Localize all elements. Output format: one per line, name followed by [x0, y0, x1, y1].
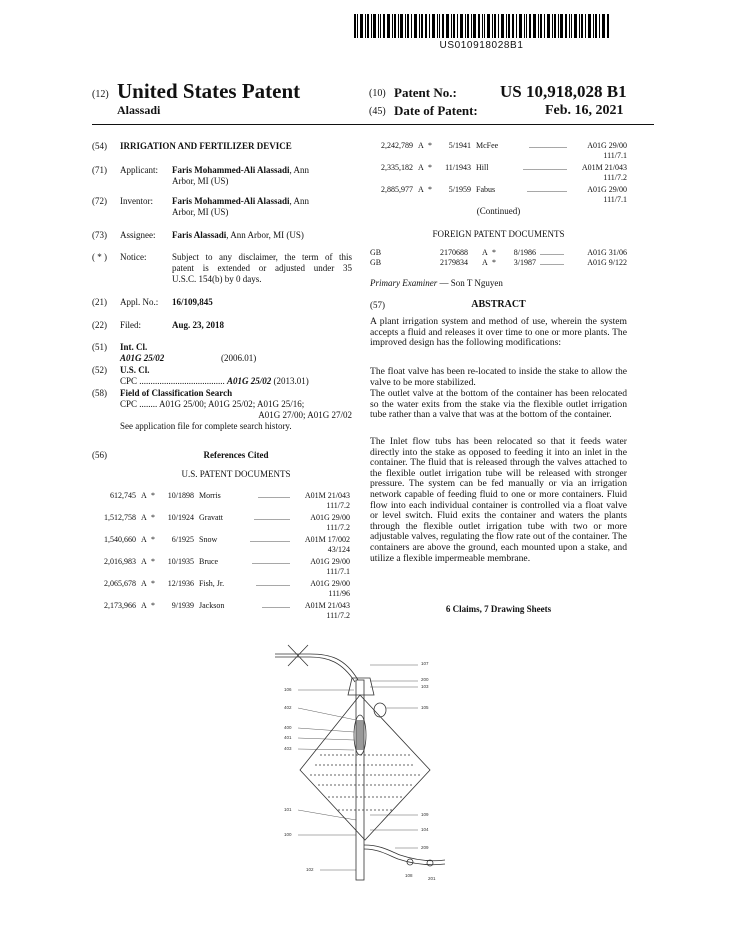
field-label: Field of Classification Search: [120, 388, 233, 398]
ref-label-403: 403: [284, 746, 292, 751]
leader-101: [298, 810, 356, 820]
ref-kind: A: [141, 535, 147, 544]
ref-kind: A: [482, 248, 488, 257]
ref-label-101: 101: [284, 807, 292, 812]
inventor-number: (72): [92, 196, 107, 206]
ref-number: 1,540,660: [104, 535, 136, 544]
ref-kind: A: [418, 141, 424, 150]
applicant-loc: , Ann: [289, 165, 310, 175]
top-cap: [348, 678, 374, 695]
cpc-label: CPC: [120, 376, 138, 386]
ref-number: 612,745: [110, 491, 136, 500]
us-docs-label: U.S. PATENT DOCUMENTS: [181, 469, 291, 479]
ref-number: 2,335,182: [381, 163, 413, 172]
ref-date: 6/1925: [171, 535, 194, 544]
ref-class: A01G 29/00: [310, 557, 350, 566]
ref-name: Gravatt: [199, 513, 223, 522]
intcl-code: A01G 25/02: [120, 353, 165, 363]
notice-line-2: patent is extended or adjusted under 35: [172, 263, 352, 273]
date-number: (45): [369, 106, 386, 117]
ref-name: Bruce: [199, 557, 219, 566]
ref-dots: ..................: [254, 513, 290, 522]
inventor-value: [172, 196, 309, 207]
ref-kind: A: [482, 258, 488, 267]
ref-star: *: [151, 601, 155, 610]
filed-label: Filed:: [120, 320, 142, 330]
ref-label-105: 105: [421, 705, 429, 710]
inventor-label: Inventor:: [120, 196, 153, 206]
applicant-value: [172, 165, 309, 176]
ref-date: 8/1986: [513, 248, 536, 257]
ref-date: 11/1943: [445, 163, 471, 172]
appl-no: 16/109,845: [172, 297, 213, 307]
ref-class-secondary: 111/96: [328, 589, 350, 598]
ref-date: 5/1941: [448, 141, 471, 150]
appl-number: (21): [92, 297, 107, 307]
ref-number: 2,016,983: [104, 557, 136, 566]
notice-line-1: Subject to any disclaimer, the term of this: [172, 252, 352, 262]
cpc-code: A01G 25/02: [227, 376, 272, 386]
ref-class-secondary: 111/7.1: [603, 151, 627, 160]
container-membrane: [300, 695, 430, 840]
uscl-number: (52): [92, 365, 107, 375]
ref-date: 10/1924: [167, 513, 194, 522]
ref-dots: ..............: [262, 601, 290, 610]
ref-star: *: [151, 535, 155, 544]
field-number: (58): [92, 388, 107, 398]
feed-bend-inner: [310, 657, 355, 682]
inventor-loc: , Ann: [289, 196, 310, 206]
abstract-paragraph-2: The float valve has been re-located to inside the stake to allow the valve to be more stabilized.: [370, 366, 627, 388]
patent-no-number: (10): [369, 88, 386, 99]
cpc-year: (2013.01): [271, 376, 309, 386]
ref-dots: ...................: [529, 141, 567, 150]
ref-country: GB: [370, 248, 382, 257]
ref-date: 12/1936: [167, 579, 194, 588]
cpc-dots: ......................................: [139, 376, 225, 386]
ref-kind: A: [141, 513, 147, 522]
ref-class: A01M 17/002: [304, 535, 350, 544]
ref-class: A01M 21/043: [304, 491, 350, 500]
assignee-number: (73): [92, 230, 107, 240]
ref-label-103: 103: [421, 684, 429, 689]
ref-label-109: 109: [421, 812, 429, 817]
document-title: United States Patent: [117, 79, 301, 103]
ref-class: A01G 31/06: [587, 248, 627, 257]
device-drawing-svg: [270, 640, 460, 885]
refs-number: (56): [92, 450, 107, 460]
abstract-paragraph-4: The Inlet flow tubs has been relocated so that it feeds water directly into the stake as opposed to feeding it into an inlet in the container. The fluid that is released through the valves attached to the flexible outlet irrigation tube will be released with stronger pressure. The system can be fed manually or via an irrigation network capable of feeding fluid to one or more containers. Fluid flow into each individual container is controlled via a float valve or level switch. Fluid exits the container and waters the plants through the flexible outlet irrigation tube with two or more adjustable valves, regulating the flow rate out of the container. The containers are above the ground, each mounted upon a stake, and utilize a flexible impermeable membrane.: [370, 436, 627, 564]
ref-class: A01G 9/122: [587, 258, 627, 267]
abstract-label: ABSTRACT: [471, 299, 526, 310]
ref-label-401: 401: [284, 735, 292, 740]
outlet-tube: [364, 845, 445, 861]
examiner-name: — Son T Nguyen: [437, 278, 503, 288]
ref-name: Hill: [476, 163, 489, 172]
ref-number: 2,242,789: [381, 141, 413, 150]
ref-class: A01G 29/00: [310, 579, 350, 588]
ref-label-201: 201: [428, 876, 436, 881]
applicant-loc-2: Arbor, MI (US): [172, 176, 229, 186]
leader-402: [298, 708, 356, 720]
patent-date: Feb. 16, 2021: [545, 103, 624, 118]
ref-dots: ....................: [527, 185, 567, 194]
barcode: [354, 14, 609, 38]
abstract-number: (57): [370, 300, 385, 310]
ref-class: A01G 29/00: [310, 513, 350, 522]
ref-label-100: 100: [284, 832, 292, 837]
ref-class-secondary: 111/7.2: [326, 611, 350, 620]
notice-line-3: U.S.C. 154(b) by 0 days.: [172, 274, 262, 284]
kind-code-number: (12): [92, 89, 109, 100]
ref-label-106: 106: [284, 687, 292, 692]
ref-star: *: [428, 185, 432, 194]
patent-number: US 10,918,028 B1: [500, 82, 627, 101]
ref-dots: ............: [540, 248, 564, 257]
ref-star: *: [151, 491, 155, 500]
leader-400: [298, 728, 354, 732]
foreign-docs-label: FOREIGN PATENT DOCUMENTS: [432, 229, 565, 239]
abstract-paragraph-1: A plant irrigation system and method of use, wherein the system accepts a fluid and releases it over time to one or more plants. The improved design has the following modifications:: [370, 316, 627, 349]
ref-dots: ...................: [252, 557, 290, 566]
refs-label: References Cited: [203, 450, 269, 460]
ref-star: *: [428, 141, 432, 150]
ref-dots: ......................: [523, 163, 567, 172]
ref-dots: ................: [258, 491, 290, 500]
assignee-name: Faris Alassadi: [172, 230, 227, 240]
ref-label-102: 102: [306, 867, 314, 872]
appl-label: Appl. No.:: [120, 297, 159, 307]
barcode-text: US010918028B1: [439, 40, 524, 51]
ref-class: A01M 21/043: [304, 601, 350, 610]
ref-label-402: 402: [284, 705, 292, 710]
intcl-number: (51): [92, 342, 107, 352]
date-label: Date of Patent:: [394, 103, 478, 118]
ref-label-108: 108: [405, 873, 413, 878]
ref-country: GB: [370, 258, 382, 267]
assignee-value: [172, 230, 304, 241]
ref-kind: A: [141, 579, 147, 588]
ref-star: *: [428, 163, 432, 172]
ref-dots: ............: [540, 258, 564, 267]
barcode-graphic: [354, 14, 609, 38]
ref-number: 2,885,977: [381, 185, 413, 194]
ref-kind: A: [141, 557, 147, 566]
ref-dots: ....................: [250, 535, 290, 544]
ref-class: A01M 21/043: [581, 163, 627, 172]
ref-label-104: 104: [421, 827, 429, 832]
ref-class-secondary: 111/7.2: [603, 173, 627, 182]
inventor-name: Faris Mohammed-Ali Alassadi: [172, 196, 290, 206]
ref-name: Fabus: [476, 185, 496, 194]
ref-name: Morris: [199, 491, 221, 500]
assignee-loc: , Ann Arbor, MI (US): [226, 230, 304, 240]
ref-star: *: [492, 258, 496, 267]
applicant-label: Applicant:: [120, 165, 158, 175]
float-fill: [356, 720, 364, 750]
ref-class-secondary: 111/7.2: [326, 523, 350, 532]
ref-class: A01G 29/00: [587, 141, 627, 150]
ref-name: Fish, Jr.: [199, 579, 225, 588]
ref-label-200: 200: [421, 677, 429, 682]
field-cpc: CPC ........ A01G 25/00; A01G 25/02; A01G 25/16;: [120, 399, 305, 409]
filed-date: Aug. 23, 2018: [172, 320, 225, 330]
field-cpc-2: A01G 27/00; A01G 27/02: [258, 410, 352, 420]
ref-number: 2179834: [440, 258, 468, 267]
invention-title: IRRIGATION AND FERTILIZER DEVICE: [120, 141, 292, 151]
filed-number: (22): [92, 320, 107, 330]
ref-name: Snow: [199, 535, 218, 544]
notice-label: Notice:: [120, 252, 147, 262]
patent-no-label: Patent No.:: [394, 85, 457, 100]
ref-label-107: 107: [421, 661, 429, 666]
ref-star: *: [151, 557, 155, 566]
examiner-line: [370, 278, 503, 289]
header-rule: [92, 124, 654, 125]
cpc-line: [120, 376, 352, 387]
ref-star: *: [151, 513, 155, 522]
abstract-paragraph-3: The outlet valve at the bottom of the container has been relocated so the water exits from the stake via the flexible outlet irrigation tube rather than a valve that was at the bottom of the container.: [370, 388, 627, 421]
ref-class-secondary: 111/7.2: [326, 501, 350, 510]
ref-date: 10/1935: [167, 557, 194, 566]
leader-401: [298, 738, 354, 740]
notice-number: ( * ): [92, 252, 107, 262]
applicant-name: Faris Mohammed-Ali Alassadi: [172, 165, 290, 175]
claims-line: 6 Claims, 7 Drawing Sheets: [445, 604, 552, 614]
ref-number: 2,065,678: [104, 579, 136, 588]
uscl-label: U.S. Cl.: [120, 365, 150, 375]
ref-star: *: [151, 579, 155, 588]
field-note: See application file for complete search history.: [120, 421, 292, 431]
ref-class-secondary: 111/7.1: [326, 567, 350, 576]
ref-kind: A: [141, 491, 147, 500]
continued-label: (Continued): [476, 206, 521, 216]
stake: [356, 680, 364, 880]
ref-name: Jackson: [199, 601, 225, 610]
ref-class-secondary: 43/124: [327, 545, 350, 554]
ref-label-209: 209: [421, 845, 429, 850]
ref-name: McFee: [476, 141, 499, 150]
ref-date: 9/1939: [171, 601, 194, 610]
leader-403: [298, 749, 354, 750]
inventor-surname-header: Alassadi: [117, 103, 161, 117]
ref-kind: A: [418, 163, 424, 172]
ref-star: *: [492, 248, 496, 257]
inventor-loc-2: Arbor, MI (US): [172, 207, 229, 217]
feed-fitting-cross: [288, 645, 308, 666]
applicant-number: (71): [92, 165, 107, 175]
ref-number: 2170688: [440, 248, 468, 257]
inlet-fitting: [374, 703, 386, 717]
ref-dots: .................: [256, 579, 290, 588]
assignee-label: Assignee:: [120, 230, 156, 240]
ref-label-400: 400: [284, 725, 292, 730]
ref-kind: A: [418, 185, 424, 194]
intcl-year: (2006.01): [221, 353, 257, 363]
ref-number: 2,173,966: [104, 601, 136, 610]
ref-class: A01G 29/00: [587, 185, 627, 194]
ref-number: 1,512,758: [104, 513, 136, 522]
representative-drawing: [270, 640, 460, 885]
ref-class-secondary: 111/7.1: [603, 195, 627, 204]
examiner-label: Primary Examiner: [370, 278, 438, 288]
title-number: (54): [92, 141, 107, 151]
ref-kind: A: [141, 601, 147, 610]
ref-date: 3/1987: [513, 258, 536, 267]
ref-date: 10/1898: [167, 491, 194, 500]
ref-date: 5/1959: [448, 185, 471, 194]
intcl-label: Int. Cl.: [120, 342, 148, 352]
